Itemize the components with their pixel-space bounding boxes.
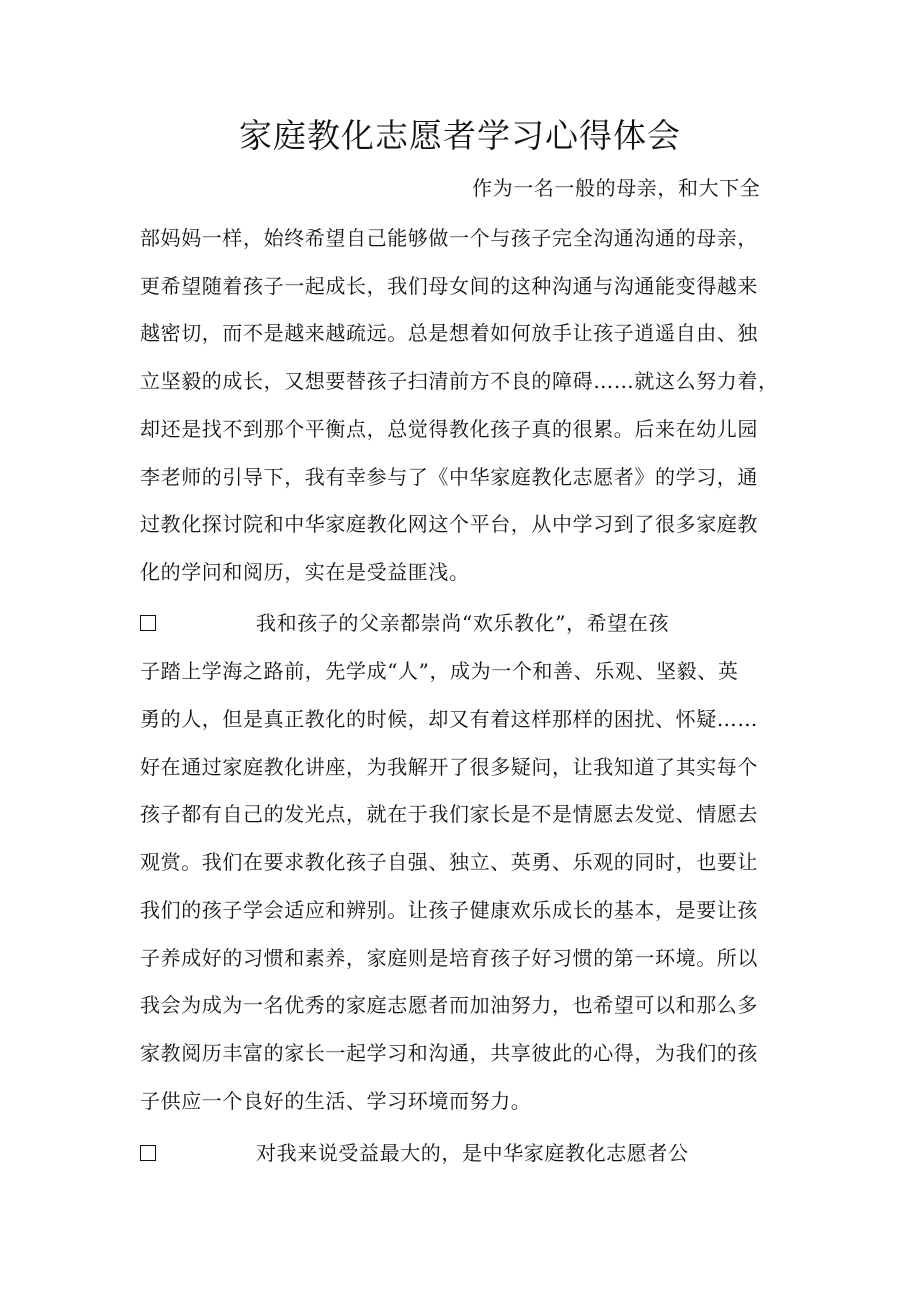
paragraph-2-line-9: 我会为成为一名优秀的家庭志愿者而加油努力，也希望可以和那么多 [140, 993, 758, 1017]
paragraph-3-line-1: 对我来说受益最大的，是中华家庭教化志愿者公 [256, 1141, 689, 1165]
paragraph-2-line-6: 观赏。我们在要求教化孩子自强、独立、英勇、乐观的同时，也要让 [140, 850, 758, 874]
paragraph-1-line-2: 部妈妈一样，始终希望自己能够做一个与孩子完全沟通沟通的母亲， [140, 226, 758, 250]
paragraph-2-line-8: 子养成好的习惯和素养，家庭则是培育孩子好习惯的第一环境。所以 [140, 946, 758, 970]
paragraph-1-line-1: 作为一名一般的母亲，和大下全 [472, 176, 761, 200]
paragraph-1-line-9: 化的学问和阅历，实在是受益匪浅。 [140, 560, 470, 584]
checkbox-icon[interactable] [140, 615, 156, 631]
paragraph-2-line-7: 我们的孩子学会适应和辨别。让孩子健康欢乐成长的基本，是要让孩 [140, 898, 758, 922]
document-title: 家庭教化志愿者学习心得体会 [239, 116, 681, 155]
paragraph-1-line-5: 立坚毅的成长，又想要替孩子扫清前方不良的障碍……就这么努力着， [140, 369, 779, 393]
paragraph-1-line-4: 越密切，而不是越来越疏远。总是想着如何放手让孩子逍遥自由、独 [140, 321, 758, 345]
paragraph-2-line-11: 子供应一个良好的生活、学习环境而努力。 [140, 1089, 532, 1113]
paragraph-2-line-1: 我和孩子的父亲都崇尚“欢乐教化”，希望在孩 [256, 611, 670, 635]
checkbox-icon[interactable] [140, 1145, 156, 1161]
paragraph-2-line-2: 子踏上学海之路前，先学成“人”，成为一个和善、乐观、坚毅、英 [140, 659, 739, 683]
paragraph-2-line-10: 家教阅历丰富的家长一起学习和沟通，共享彼此的心得，为我们的孩 [140, 1041, 758, 1065]
paragraph-2-line-3: 勇的人，但是真正教化的时候，却又有着这样那样的困扰、怀疑…… [140, 707, 758, 731]
paragraph-1-line-8: 过教化探讨院和中华家庭教化网这个平台，从中学习到了很多家庭教 [140, 512, 758, 536]
paragraph-1-line-7: 李老师的引导下，我有幸参与了《中华家庭教化志愿者》的学习，通 [140, 465, 758, 489]
paragraph-2-line-5: 孩子都有自己的发光点，就在于我们家长是不是情愿去发觉、情愿去 [140, 802, 758, 826]
paragraph-1-line-3: 更希望随着孩子一起成长，我们母女间的这种沟通与沟通能变得越来 [140, 274, 758, 298]
paragraph-1-line-6: 却还是找不到那个平衡点，总觉得教化孩子真的很累。后来在幼儿园 [140, 417, 758, 441]
paragraph-2-line-4: 好在通过家庭教化讲座，为我解开了很多疑问，让我知道了其实每个 [140, 755, 758, 779]
